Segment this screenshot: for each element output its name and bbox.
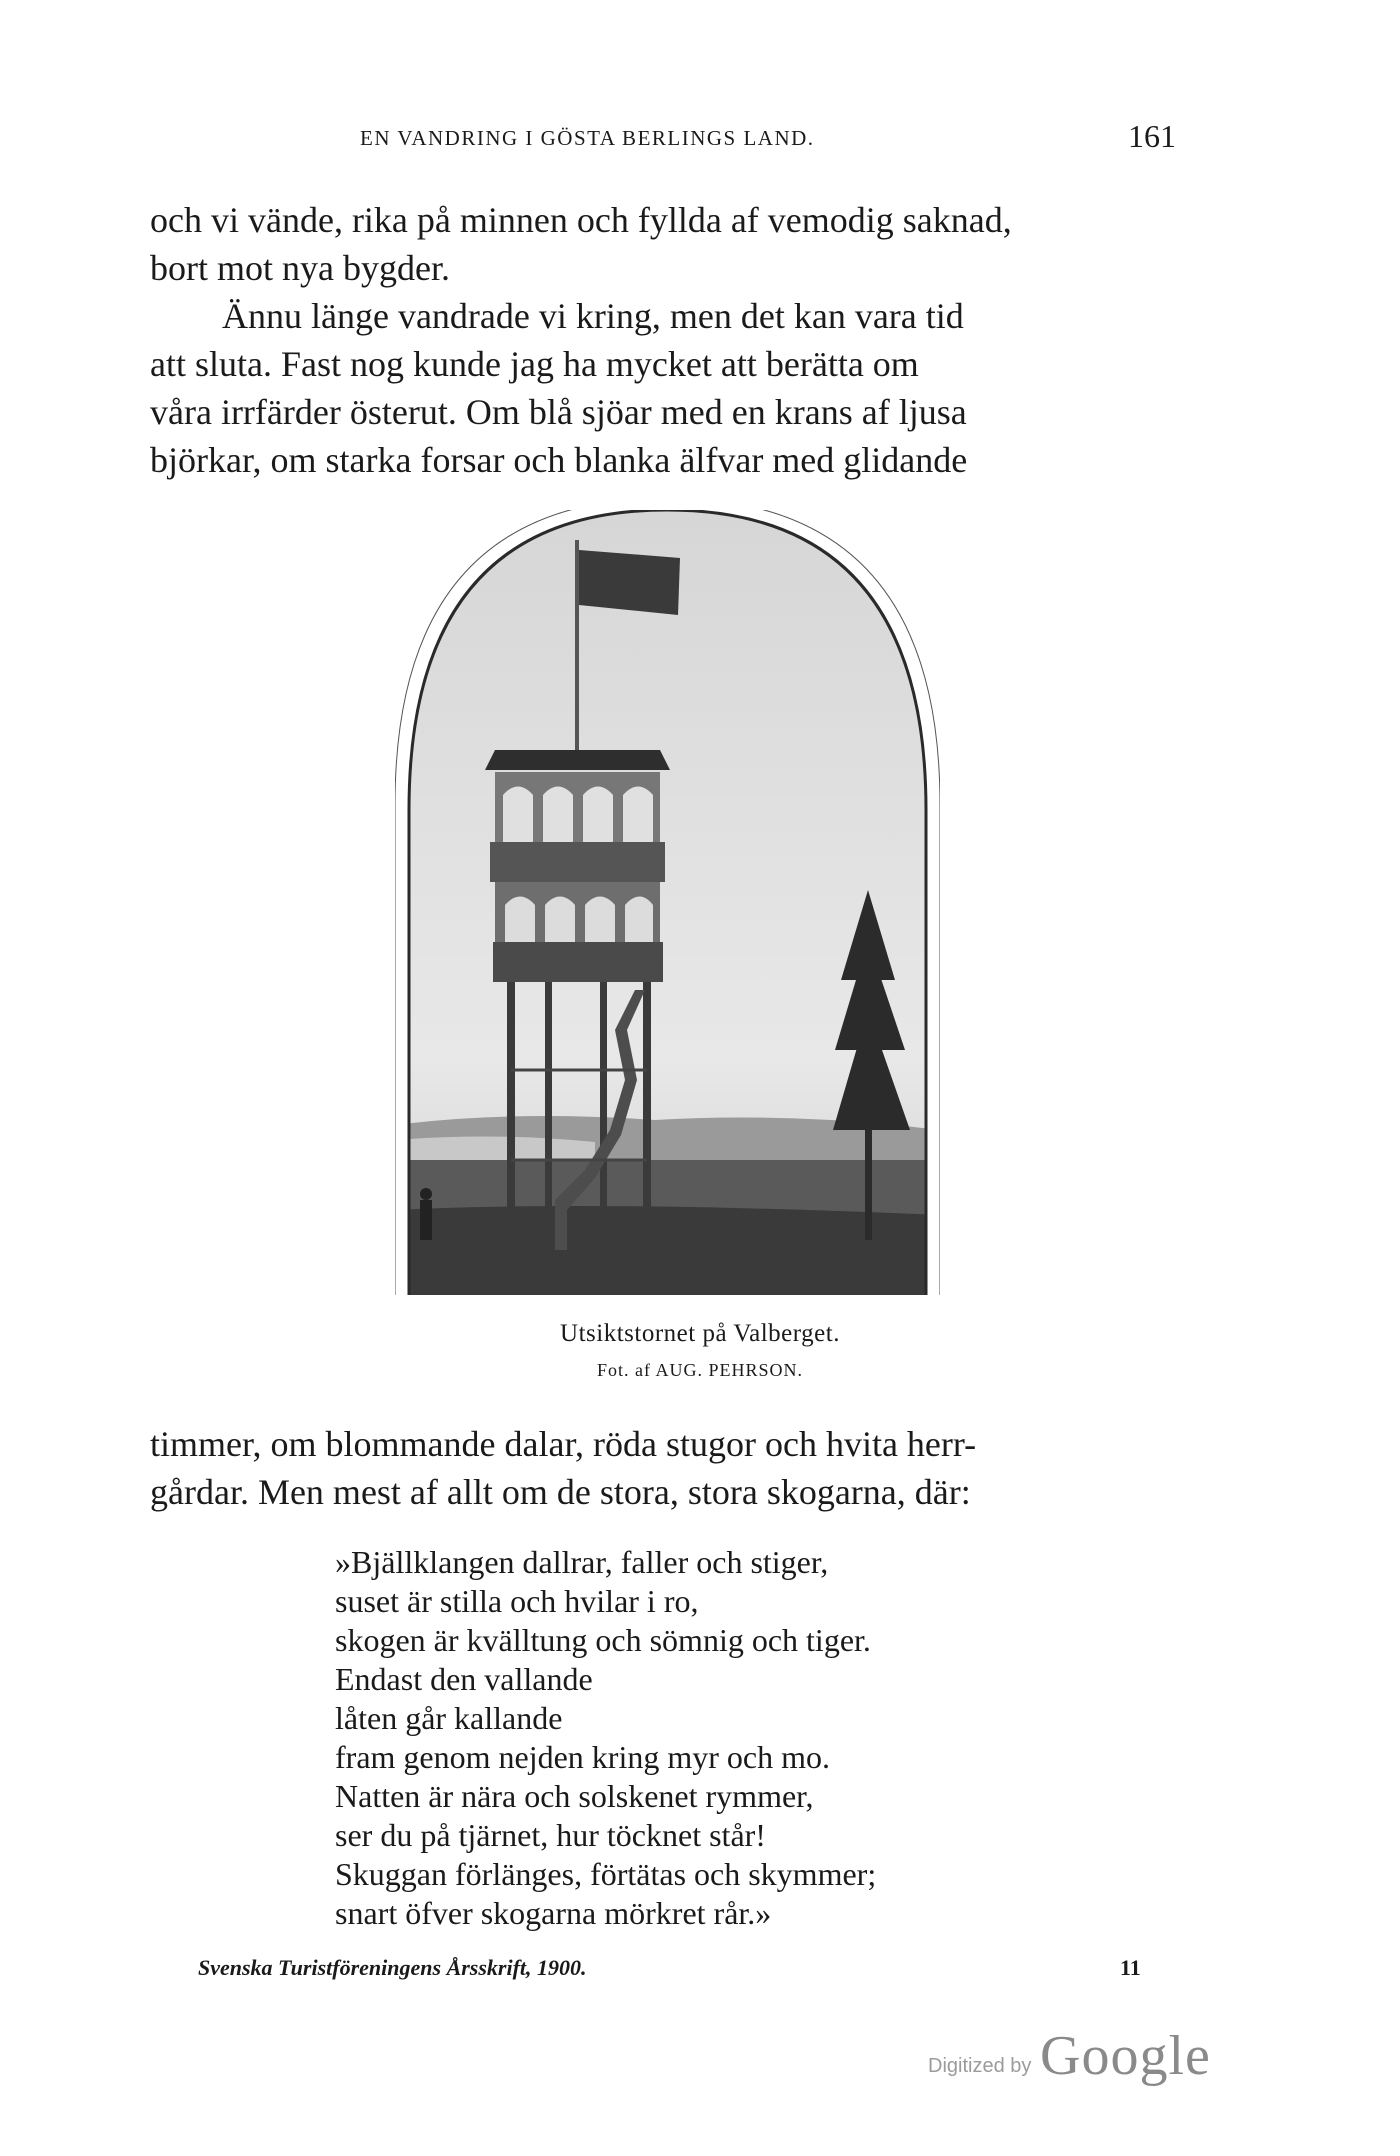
poem-verse: fram genom nejden kring myr och mo. bbox=[335, 1739, 830, 1775]
figure-caption: Utsiktstornet på Valberget. bbox=[560, 1320, 840, 1347]
text-line: björkar, om starka forsar och blanka älfvar med glidande bbox=[150, 440, 968, 480]
tower-photograph bbox=[395, 510, 940, 1295]
poem-verse: »Bjällklangen dallrar, faller och stiger, bbox=[335, 1544, 829, 1580]
footer-source: Svenska Turistföreningens Årsskrift, 1900. bbox=[198, 1955, 587, 1980]
poem-verse: Natten är nära och solskenet rymmer, bbox=[335, 1778, 814, 1814]
poem-verse: skogen är kvälltung och sömnig och tiger. bbox=[335, 1622, 871, 1658]
signature-mark: 11 bbox=[1120, 1955, 1141, 1980]
google-logo: Google bbox=[1040, 2025, 1211, 2087]
text-line: timmer, om blommande dalar, röda stugor och hvita herr- bbox=[150, 1424, 977, 1464]
running-head: EN VANDRING I GÖSTA BERLINGS LAND. bbox=[360, 126, 815, 150]
digitized-label: Digitized by bbox=[928, 2055, 1032, 2077]
poem-verse: låten går kallande bbox=[335, 1700, 563, 1736]
text-line: gårdar. Men mest af allt om de stora, stora skogarna, där: bbox=[150, 1472, 971, 1512]
poem-verse: snart öfver skogarna mörkret rår.» bbox=[335, 1895, 772, 1931]
text-line: och vi vände, rika på minnen och fyllda af vemodig saknad, bbox=[150, 200, 1012, 240]
paragraph-2 bbox=[150, 292, 1185, 484]
poem-verse: Endast den vallande bbox=[335, 1661, 593, 1697]
paragraph-1 bbox=[150, 196, 1185, 292]
paragraph-3 bbox=[150, 1420, 1185, 1516]
text-line: våra irrfärder österut. Om blå sjöar med en krans af ljusa bbox=[150, 392, 967, 432]
poem-verse: suset är stilla och hvilar i ro, bbox=[335, 1583, 699, 1619]
page-number: 161 bbox=[1128, 118, 1176, 154]
poem-verse: ser du på tjärnet, hur töcknet står! bbox=[335, 1817, 766, 1853]
poem bbox=[335, 1543, 876, 1933]
text-line: bort mot nya bygder. bbox=[150, 248, 450, 288]
text-line: att sluta. Fast nog kunde jag ha mycket att berätta om bbox=[150, 344, 919, 384]
photo-credit: Fot. af AUG. PEHRSON. bbox=[596, 1360, 804, 1380]
poem-verse: Skuggan förlänges, förtätas och skymmer; bbox=[335, 1856, 877, 1892]
text-line: Ännu länge vandrade vi kring, men det kan vara tid bbox=[222, 296, 964, 336]
